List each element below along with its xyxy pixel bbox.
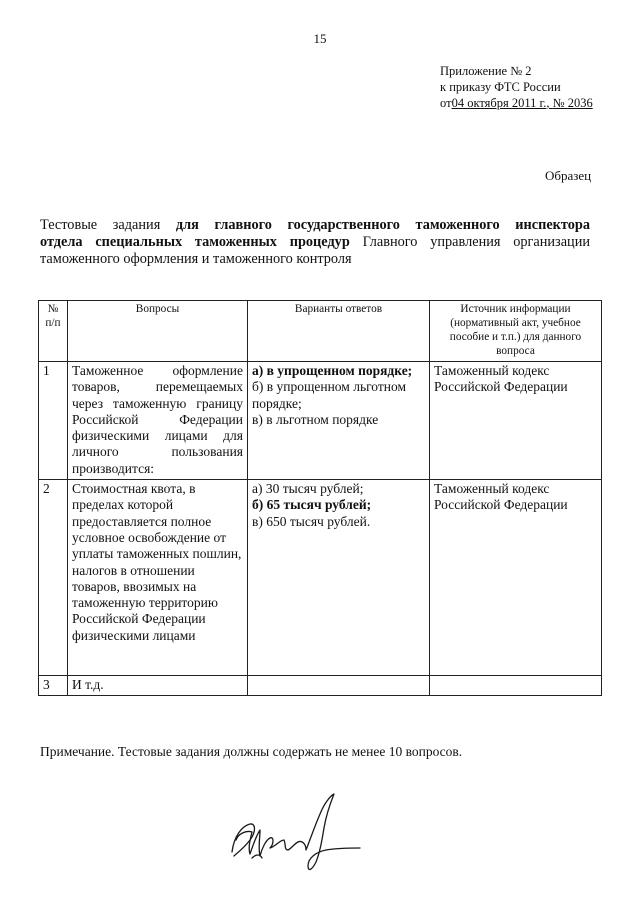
row-number: 1	[39, 362, 68, 480]
row-source	[430, 676, 602, 696]
appendix-order-ref: к приказу ФТС России	[440, 80, 561, 94]
row-question: И т.д.	[68, 676, 248, 696]
row-number: 2	[39, 480, 68, 676]
table-row	[39, 362, 602, 480]
test-tasks-table	[38, 300, 602, 696]
heading-line-3: таможенного оформления и таможенного контроля	[40, 251, 352, 267]
appendix-order-date-line	[440, 95, 630, 111]
answer-a: а) в упрощенном порядке;	[252, 363, 413, 378]
appendix-date-prefix: от	[440, 96, 452, 110]
row-answers	[248, 480, 430, 676]
appendix-title: Приложение № 2	[440, 64, 532, 78]
row-number: 3	[39, 676, 68, 696]
answer-b: б) в упрощенном льготном порядке;	[252, 379, 407, 411]
heading-line-2: отдела специальных таможенных процедур Главного управления организации	[40, 234, 590, 250]
heading-line-1: Тестовые задания для главного государственного таможенного инспектора	[40, 217, 590, 233]
appendix-order-number: 2036	[567, 96, 593, 110]
row-question: Таможенное оформление товаров, перемещаемых через таможенную границу Российской Федерации физическими лицами для личного пользования производится:	[68, 362, 248, 480]
table-row	[39, 676, 602, 696]
appendix-reference	[440, 63, 630, 111]
sample-label: Образец	[545, 168, 592, 183]
header-source: Источник информации (нормативный акт, учебное пособие и т.п.) для данного вопроса	[430, 301, 602, 362]
header-answers: Варианты ответов	[248, 301, 430, 362]
note-text: Примечание. Тестовые задания должны содержать не менее 10 вопросов.	[40, 744, 463, 759]
row-source: Таможенный кодекс Российской Федерации	[430, 362, 602, 480]
table-header-row	[39, 301, 602, 362]
page-number: 15	[313, 31, 327, 46]
header-questions: Вопросы	[68, 301, 248, 362]
answer-a: а) 30 тысяч рублей;	[252, 481, 364, 497]
appendix-number-label: №	[552, 96, 565, 110]
answer-c: в) 650 тысяч рублей.	[252, 513, 371, 529]
row-answers	[248, 676, 430, 696]
document-heading	[40, 217, 590, 268]
answer-b: б) 65 тысяч рублей;	[252, 497, 372, 513]
table-row	[39, 480, 602, 676]
header-number: № п/п	[39, 301, 68, 362]
appendix-order-date: 04 октября 2011 г., № 2036	[451, 96, 593, 110]
signature-icon	[226, 790, 366, 880]
row-source: Таможенный кодекс Российской Федерации	[430, 480, 602, 676]
answer-c: в) в льготном порядке	[252, 411, 379, 427]
row-answers	[248, 362, 430, 480]
row-question: Стоимостная квота, в пределах которой предоставляется полное условное освобождение от уплаты таможенных пошлин, налогов в отношении товаров, ввозимых на таможенную территорию Российской Федерации физическими лицами	[68, 480, 248, 676]
